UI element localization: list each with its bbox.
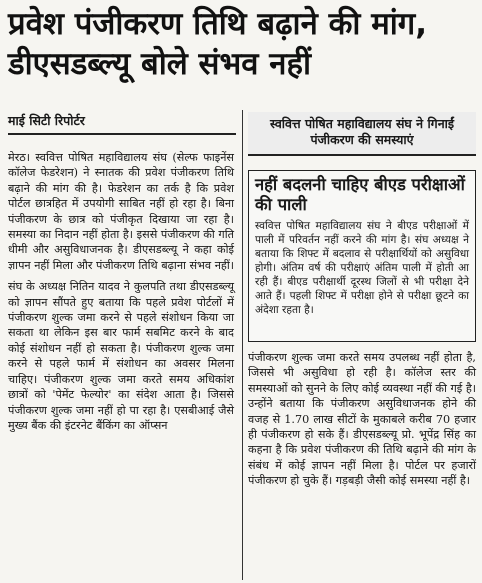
headline: प्रवेश पंजीकरण तिथि बढ़ाने की मांग, डीएसडब्ल्यू बोले संभव नहीं <box>8 6 428 82</box>
sidebar-box <box>248 170 476 342</box>
left-column <box>8 150 234 439</box>
sidebar-box-title: नहीं बदलनी चाहिए बीएड परीक्षाओं की पाली <box>255 175 465 214</box>
left-paragraph-1: मेरठ। स्ववित्त पोषित महाविद्यालय संघ (सेल्फ फाइनेंस कॉलेज फेडरेशन) ने स्नातक की प्रवेश पंजीकरण तिथि बढ़ाने की मांग की है। फेडरेशन का तर्क है कि प्रवेश पोर्टल छात्रहित में उपयोगी साबित नहीं हो रहा है। बिना पंजीकरण के छात्र को पंजीकृत दिखाया जा रहा है। समस्या का निदान नहीं होता है। इससे पंजीकरण की गति धीमी और असुविधाजनक है। डीएसडब्ल्यू ने कहा कोई ज्ञापन नहीं मिला और पंजीकरण तिथि बढ़ाना संभव नहीं। <box>8 151 234 272</box>
right-column-continuation: पंजीकरण शुल्क जमा करते समय उपलब्ध नहीं होता है, जिससे भी असुविधा हो रही है। कॉलेज स्तर की समस्याओं को सुनने के लिए कोई व्यवस्था नहीं की गई है। उन्होंने बताया कि पंजीकरण असुविधाजनक होने की वजह से 1.70 लाख सीटों के मुकाबले करीब 70 हजार ही पंजीकरण हो सके हैं। डीएसडब्ल्यू प्रो. भूपेंद्र सिंह का कहना है कि प्रवेश पंजीकरण की तिथि बढ़ाने की मांग के संबंध में कोई ज्ञापन नहीं मिला है। पोर्टल पर हजारों पंजीकरण हो चुके हैं। गड़बड़ी जैसी कोई समस्या नहीं है। <box>248 351 476 488</box>
sidebar-heading: स्ववित्त पोषित महाविद्यालय संघ ने गिनाईं पंजीकरण की समस्याएं <box>248 112 476 156</box>
left-paragraph-2: संघ के अध्यक्ष नितिन यादव ने कुलपति तथा डीएसडब्ल्यू को ज्ञापन सौंपते हुए बताया कि पहले प्रवेश पोर्टलों में पंजीकरण शुल्क जमा करने से पहले संशोधन किया जा सकता था लेकिन इस बार फार्म सबमिट करने के बाद कोई संशोधन नहीं हो सकता है। पंजीकरण शुल्क जमा करने से पहले फार्म में संशोधन का अवसर मिलना चाहिए। पंजीकरण शुल्क जमा करते समय अधिकांश छात्रों को 'पेमेंट फेल्योर' का संदेश आता है। जिससे पंजीकरण शुल्क जमा नहीं हो पा रहा है। एसबीआई जैसे मुख्य बैंक की इंटरनेट बैंकिंग का ऑप्सन <box>8 280 234 432</box>
column-divider <box>242 110 243 580</box>
byline: माई सिटी रिपोर्टर <box>8 112 236 135</box>
sidebar-box-text: स्ववित्त पोषित महाविद्यालय संघ ने बीएड परीक्षाओं में पाली में परिवर्तन नहीं करने की मांग है। संघ अध्यक्ष ने बताया कि शिफ्ट में बदलाव से परीक्षार्थियों को असुविधा होगी। अंतिम वर्ष की परीक्षाएं अंतिम पाली में होती आ रही हैं। बीएड परीक्षार्थी दूरस्थ जिलों से भी परीक्षा देने आते हैं। पहली शिफ्ट में परीक्षा होने से परीक्षा छूटने का अंदेशा रहता है। <box>255 220 469 316</box>
